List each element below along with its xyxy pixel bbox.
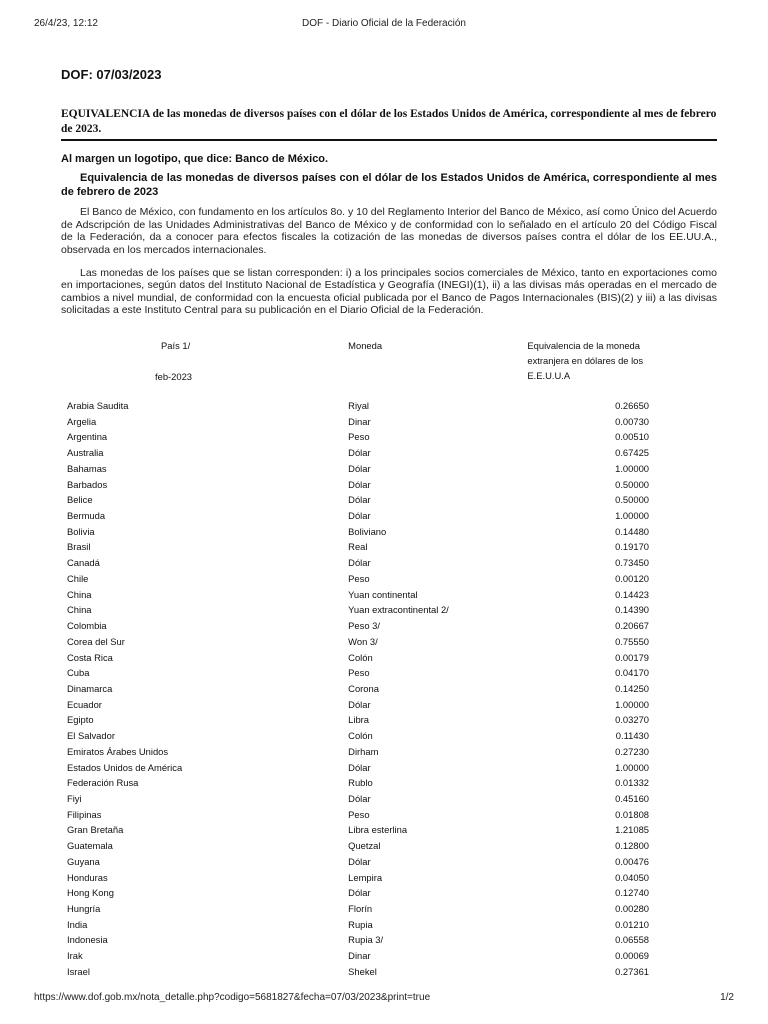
table-row (61, 964, 651, 980)
cell-pais: Belice (67, 494, 93, 506)
cell-moneda: Florín (348, 903, 373, 914)
print-datetime: 26/4/23, 12:12 (34, 18, 98, 29)
cell-valor: 0.00476 (615, 855, 649, 867)
header-mes: feb-2023 (155, 371, 193, 382)
cell-moneda: Yuan extracontinental 2/ (348, 604, 449, 616)
cell-valor: 0.12800 (615, 840, 649, 852)
exchange-rate-table (61, 338, 651, 980)
header-equivalencia: Equivalencia de la moneda extranjera en dólares de los E.E.U.U.A (527, 340, 644, 381)
table-row (61, 744, 651, 760)
table-row (61, 712, 651, 728)
cell-moneda: Dólar (348, 447, 371, 459)
table-row (61, 681, 651, 697)
table-row (61, 461, 651, 477)
cell-valor: 0.67425 (615, 447, 649, 459)
cell-moneda: Dinar (348, 950, 371, 962)
cell-valor: 0.26650 (615, 400, 649, 411)
cell-moneda: Dólar (348, 557, 371, 569)
cell-pais: Argelia (67, 415, 97, 427)
cell-pais: Corea del Sur (67, 635, 125, 647)
document-subtitle: Equivalencia de las monedas de diversos países con el dólar de los Estados Unidos de América, correspondiente al mes de febrero de 2023 (61, 172, 717, 198)
cell-moneda: Libra (348, 714, 370, 726)
cell-moneda: Colón (348, 651, 373, 663)
cell-pais: Egipto (67, 714, 94, 726)
cell-valor: 0.04170 (615, 667, 649, 679)
cell-pais: Argentina (67, 431, 108, 443)
document-content (61, 62, 717, 327)
cell-pais: Federación Rusa (67, 777, 139, 789)
cell-valor: 0.01808 (615, 808, 649, 820)
table-row (61, 429, 651, 445)
cell-pais: Bermuda (67, 510, 106, 522)
cell-pais: Dinamarca (67, 682, 113, 694)
table-row (61, 602, 651, 618)
table-row (61, 650, 651, 666)
table-row (61, 524, 651, 540)
cell-valor: 0.00069 (615, 950, 649, 962)
table-row (61, 587, 651, 603)
print-site-title: DOF - Diario Oficial de la Federación (302, 18, 466, 29)
cell-pais: Hungría (67, 903, 101, 914)
cell-pais: Ecuador (67, 698, 102, 710)
cell-moneda: Colón (348, 730, 373, 742)
cell-valor: 1.00000 (615, 462, 649, 474)
print-footer (34, 992, 734, 1006)
cell-moneda: Rupia (348, 918, 373, 930)
cell-valor: 0.11430 (615, 730, 649, 742)
cell-moneda: Dirham (348, 745, 379, 757)
cell-moneda: Dólar (348, 792, 371, 804)
table-row (61, 854, 651, 870)
print-header (34, 18, 734, 32)
cell-valor: 0.19170 (615, 541, 649, 553)
cell-valor: 0.00510 (615, 431, 649, 443)
cell-moneda: Dólar (348, 462, 371, 474)
cell-valor: 0.14423 (615, 588, 649, 600)
cell-moneda: Boliviano (348, 525, 387, 537)
cell-moneda: Dinar (348, 415, 371, 427)
table-row (61, 948, 651, 964)
table-row (61, 398, 651, 414)
cell-pais: Bahamas (67, 462, 107, 474)
table-row (61, 728, 651, 744)
cell-pais: Hong Kong (67, 887, 114, 899)
cell-valor: 0.14250 (615, 682, 649, 694)
cell-moneda: Rublo (348, 777, 373, 789)
print-url: https://www.dof.gob.mx/nota_detalle.php?codigo=5681827&fecha=07/03/2023&print=true (34, 992, 431, 1003)
cell-moneda: Libra esterlina (348, 824, 408, 836)
cell-valor: 1.21085 (615, 824, 649, 836)
paragraph-currencies: Las monedas de los países que se listan corresponden: i) a los principales socios comerciales de México, tanto en exportaciones como en importaciones, según datos del Instituto Nacional de Estadística y Geografía (INEGI)(1), ii) a las divisas más operadas en el mercado de cambios a nivel mundial, de conformidad con la encuesta oficial publicada por el Banco de Pagos Internacionales (BIS)(2) y iii) a las divisas solicitadas a este Instituto Central para su publicación en el Diario Oficial de la Federación. (61, 266, 717, 316)
cell-pais: Cuba (67, 667, 90, 679)
cell-valor: 0.45160 (615, 792, 649, 804)
cell-moneda: Won 3/ (348, 635, 378, 647)
cell-valor: 0.50000 (615, 494, 649, 506)
cell-moneda: Riyal (348, 400, 370, 411)
cell-moneda: Peso 3/ (348, 620, 380, 632)
cell-pais: China (67, 604, 92, 616)
cell-valor: 1.00000 (615, 698, 649, 710)
cell-pais: Barbados (67, 478, 108, 490)
table-row (61, 697, 651, 713)
cell-pais: Estados Unidos de América (67, 761, 183, 773)
cell-pais: Emiratos Árabes Unidos (67, 745, 169, 757)
cell-pais: Guatemala (67, 840, 113, 852)
cell-moneda: Peso (348, 808, 370, 820)
table-row (61, 555, 651, 571)
table-row (61, 665, 651, 681)
cell-valor: 0.14390 (615, 604, 649, 616)
cell-moneda: Dólar (348, 698, 371, 710)
cell-valor: 0.04050 (615, 871, 649, 883)
cell-moneda: Dólar (348, 494, 371, 506)
cell-pais: Honduras (67, 871, 108, 883)
table-row (61, 414, 651, 430)
cell-moneda: Quetzal (348, 840, 381, 852)
header-pais-label: País 1/ (161, 340, 191, 351)
cell-moneda: Real (348, 541, 368, 553)
cell-pais: Filipinas (67, 808, 102, 820)
cell-valor: 0.03270 (615, 714, 649, 726)
cell-pais: Guyana (67, 855, 100, 867)
table-row (61, 634, 651, 650)
table-row (61, 508, 651, 524)
cell-valor: 0.12740 (615, 887, 649, 899)
cell-pais: Gran Bretaña (67, 824, 124, 836)
table-row (61, 760, 651, 776)
table-row (61, 791, 651, 807)
table-row (61, 539, 651, 555)
cell-pais: Fiyi (67, 792, 82, 804)
dof-date: DOF: 07/03/2023 (61, 67, 162, 82)
table-row (61, 917, 651, 933)
cell-moneda: Dólar (348, 761, 371, 773)
cell-moneda: Rupia 3/ (348, 934, 384, 946)
cell-valor: 1.00000 (615, 510, 649, 522)
cell-pais: China (67, 588, 92, 600)
cell-moneda: Dólar (348, 887, 371, 899)
cell-pais: Bolivia (67, 525, 95, 537)
cell-valor: 0.00730 (615, 415, 649, 427)
cell-pais: Israel (67, 965, 90, 977)
cell-pais: Arabia Saudita (67, 400, 129, 411)
cell-pais: Brasil (67, 541, 91, 553)
table-row (61, 807, 651, 823)
cell-pais: India (67, 918, 88, 930)
print-page-number: 1/2 (720, 992, 734, 1003)
cell-moneda: Lempira (348, 871, 383, 883)
cell-pais: Colombia (67, 620, 107, 632)
cell-moneda: Dólar (348, 855, 371, 867)
table-row (61, 477, 651, 493)
cell-moneda: Yuan continental (348, 588, 418, 600)
table-header-row (61, 338, 651, 398)
cell-pais: El Salvador (67, 730, 115, 742)
cell-valor: 0.01210 (615, 918, 649, 930)
cell-valor: 0.06558 (615, 934, 649, 946)
cell-pais: Australia (67, 447, 104, 459)
cell-valor: 0.73450 (615, 557, 649, 569)
table-row (61, 618, 651, 634)
cell-valor: 0.00179 (615, 651, 649, 663)
table-row (61, 870, 651, 886)
cell-moneda: Peso (348, 431, 370, 443)
header-moneda: Moneda (348, 340, 383, 351)
cell-valor: 0.27361 (615, 965, 649, 977)
cell-pais: Chile (67, 572, 89, 584)
cell-pais: Indonesia (67, 934, 108, 946)
cell-valor: 0.75550 (615, 635, 649, 647)
table-row (61, 775, 651, 791)
paragraph-intro: El Banco de México, con fundamento en los artículos 8o. y 10 del Reglamento Interior del Banco de México, así como Único del Acuerdo de Adscripción de las Unidades Administrativas del Banco de México y de conformidad con lo señalado en el artículo 20 del Código Fiscal de la Federación, da a conocer para efectos fiscales la cotización de las monedas de diversos países contra el dólar de los EE.UU.A., observada en los mercados internacionales. (61, 206, 717, 256)
table-row (61, 492, 651, 508)
cell-pais: Canadá (67, 557, 100, 569)
document-title: EQUIVALENCIA de las monedas de diversos países con el dólar de los Estados Unidos de América, correspondiente al mes de febrero de 2023. (61, 107, 717, 141)
cell-valor: 0.20667 (615, 620, 649, 632)
table-row (61, 901, 651, 917)
cell-valor: 0.50000 (615, 478, 649, 490)
cell-moneda: Dólar (348, 478, 371, 490)
cell-valor: 0.00120 (615, 572, 649, 584)
cell-valor: 0.00280 (615, 903, 649, 914)
cell-moneda: Dólar (348, 510, 371, 522)
cell-pais: Irak (67, 950, 83, 962)
header-pais (61, 338, 348, 398)
table-row (61, 445, 651, 461)
cell-moneda: Shekel (348, 965, 377, 977)
cell-valor: 0.27230 (615, 745, 649, 757)
table-row (61, 571, 651, 587)
table-row (61, 838, 651, 854)
table-body (61, 398, 651, 980)
cell-moneda: Peso (348, 572, 370, 584)
cell-valor: 0.01332 (615, 777, 649, 789)
cell-valor: 0.14480 (615, 525, 649, 537)
cell-valor: 1.00000 (615, 761, 649, 773)
table-row (61, 885, 651, 901)
margin-note: Al margen un logotipo, que dice: Banco de México. (61, 153, 329, 165)
cell-pais: Costa Rica (67, 651, 113, 663)
table-row (61, 932, 651, 948)
cell-moneda: Peso (348, 667, 370, 679)
cell-moneda: Corona (348, 682, 379, 694)
table-row (61, 822, 651, 838)
